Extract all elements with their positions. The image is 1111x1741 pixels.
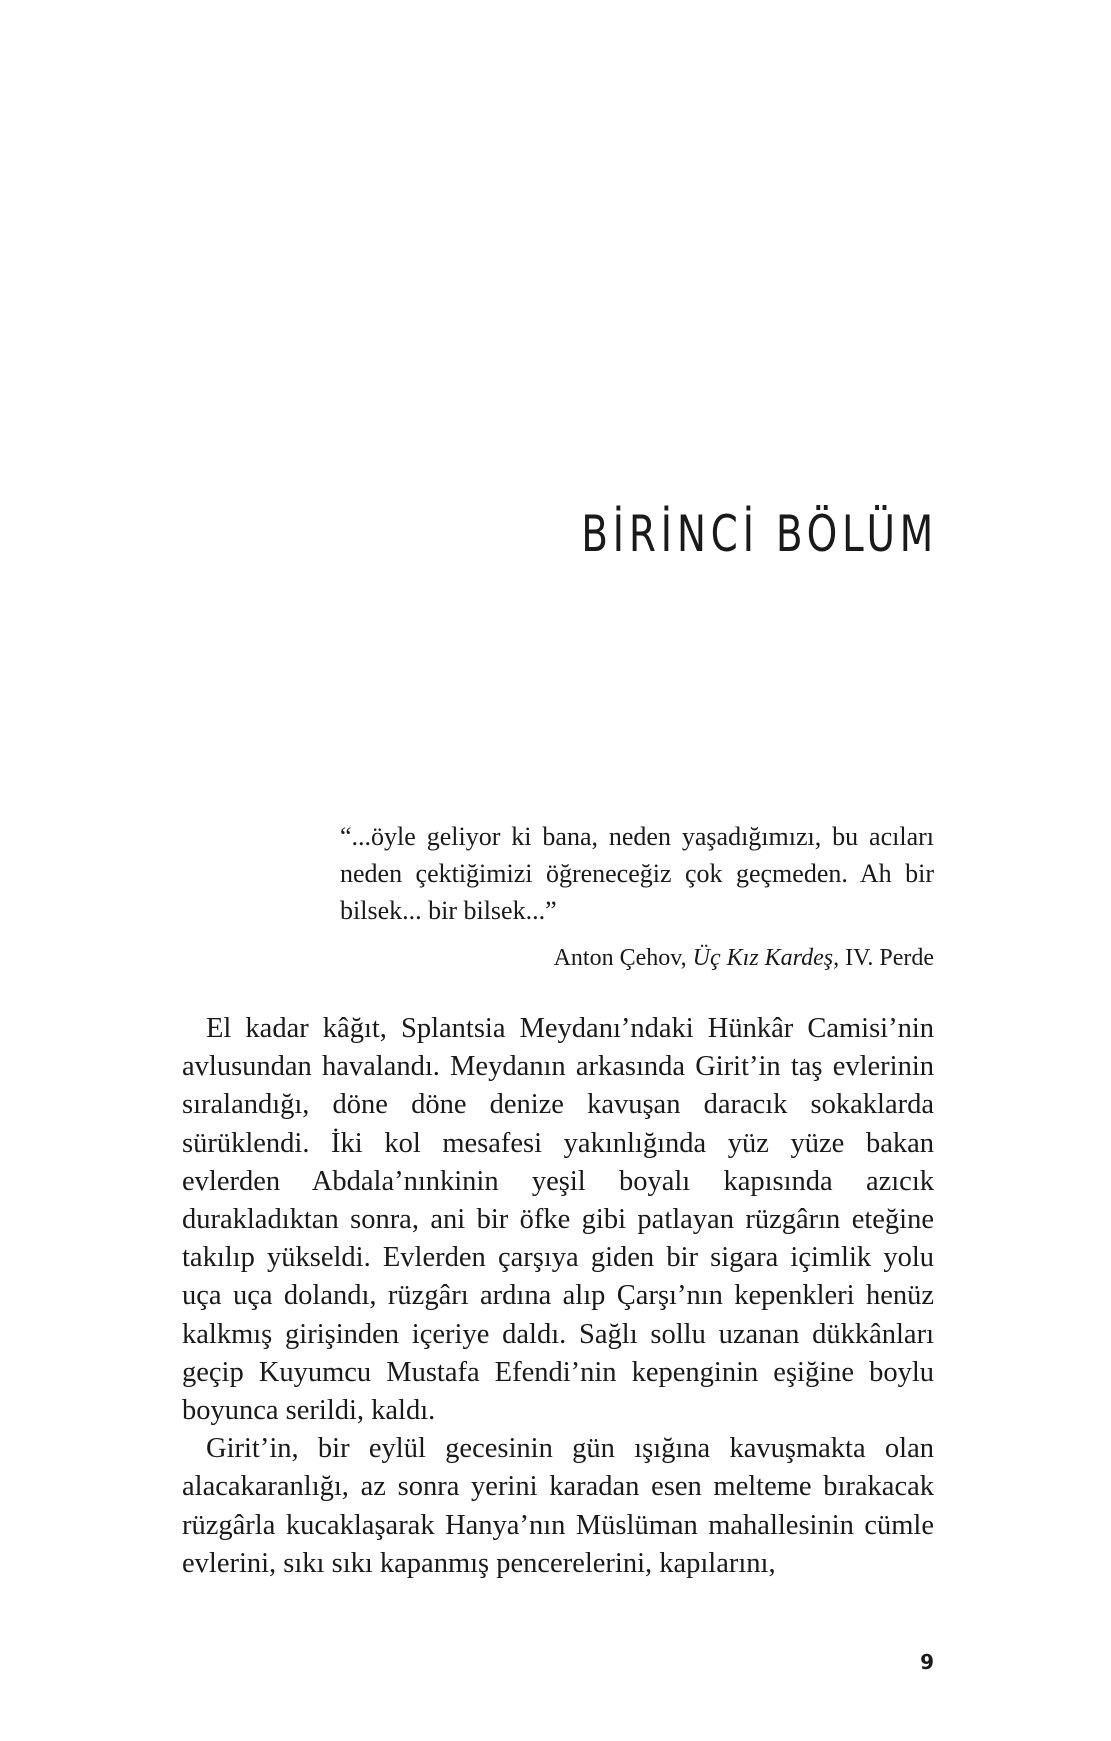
- epigraph: [340, 818, 934, 929]
- paragraph: El kadar kâğıt, Splantsia Meydanı’ndaki Hünkâr Camisi’nin avlusundan havalandı. Meydanın arkasında Girit’in taş evlerinin sıralandığı, döne döne denize kavuşan daracık sokaklarda sürüklendi. İki kol mesafesi yakınlığında yüz yüze bakan evlerden Abdala’nınkinin yeşil boyalı kapısında azıcık durakladıktan sonra, ani bir öfke gibi patlayan rüzgârın eteğine takılıp yükseldi. Evlerden çarşıya giden bir sigara içimlik yolu uça uça dolandı, rüzgârı ardına alıp Çarşı’nın kepenkleri henüz kalkmış girişinden içeriye daldı. Sağlı sollu uzanan dükkânları geçip Kuyumcu Mustafa Efendi’nin kepenginin eşiğine boylu boyunca serildi, kaldı.: [182, 1013, 934, 1427]
- epigraph-act: , IV. Perde: [833, 945, 934, 971]
- paragraph: Girit’in, bir eylül gecesinin gün ışığına kavuşmakta olan alacakaranlığı, az sonra yerini karadan esen melteme bırakacak rüzgârla kucaklaşarak Hanya’nın Müslüman mahallesinin cümle evlerini, sıkı sıkı kapanmış pencerelerini, kapılarını,: [182, 1433, 934, 1579]
- epigraph-work-title: Üç Kız Kardeş: [692, 945, 834, 971]
- epigraph-quote: “...öyle geliyor ki bana, neden yaşadığımızı, bu acıları neden çektiğimizi öğreneceğiz çok geçmeden. Ah bir bilsek... bir bilsek...”: [340, 822, 934, 925]
- page-number: 9: [920, 1650, 934, 1674]
- chapter-title: BİRİNCİ BÖLÜM: [581, 505, 938, 563]
- epigraph-attribution: [340, 940, 934, 977]
- chapter-body: [182, 1010, 934, 1583]
- epigraph-author: Anton Çehov,: [553, 945, 693, 971]
